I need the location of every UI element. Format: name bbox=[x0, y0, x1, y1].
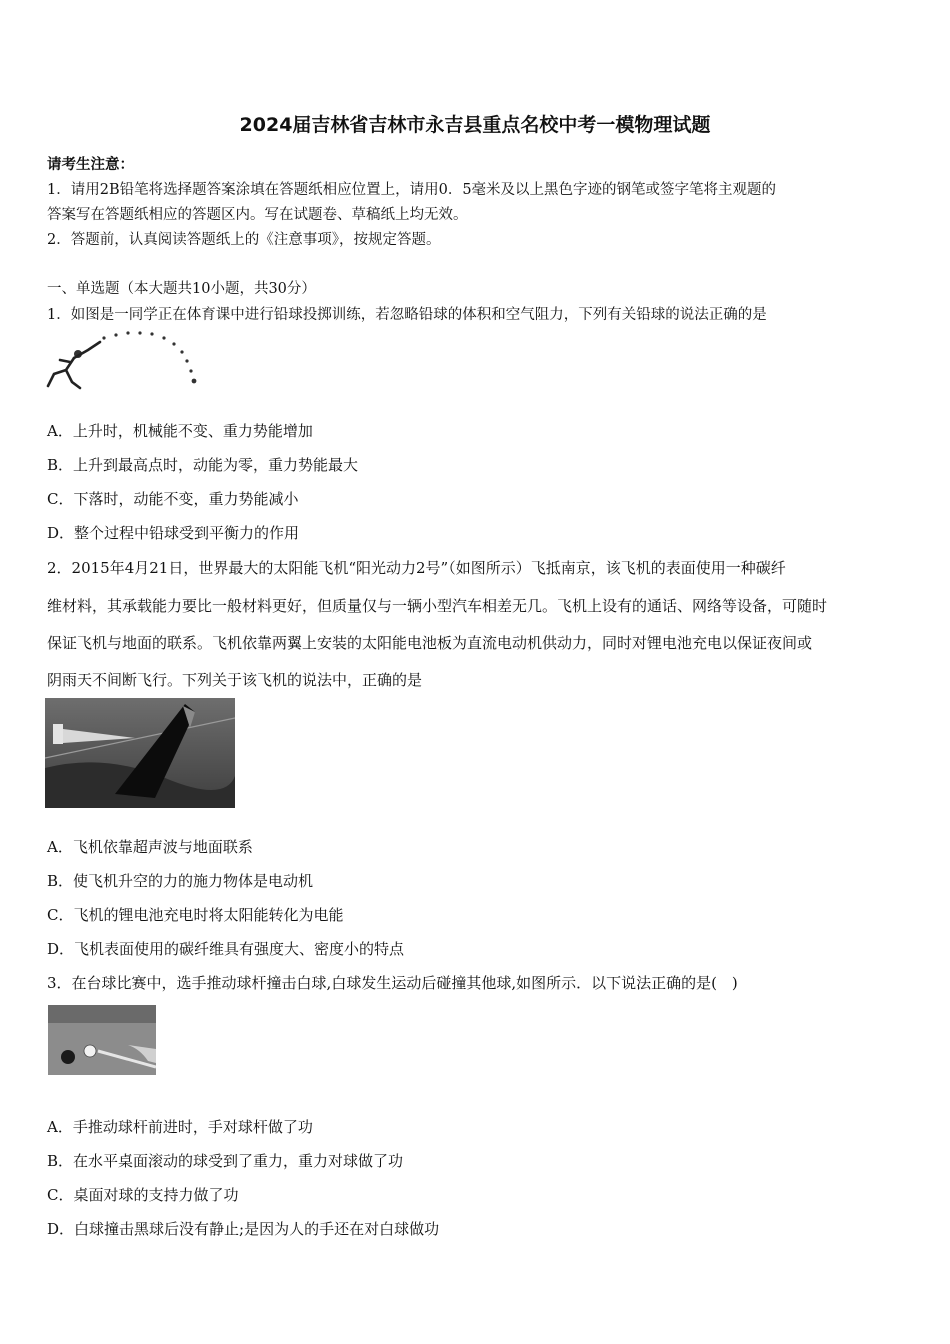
black-ball bbox=[61, 1050, 75, 1064]
question-1-option-d: D．整个过程中铅球受到平衡力的作用 bbox=[47, 524, 300, 542]
athlete-figure bbox=[48, 342, 100, 388]
question-2-option-b: B．使飞机升空的力的施力物体是电动机 bbox=[47, 872, 314, 890]
notice-heading: 请考生注意： bbox=[47, 156, 134, 173]
question-2-stem-line-3: 保证飞机与地面的联系。飞机依靠两翼上安装的太阳能电池板为直流电动机供动力，同时对锂电池充电以保证夜间或 bbox=[47, 634, 813, 652]
shot-put-thrower-image bbox=[44, 328, 204, 394]
billiards-photo bbox=[48, 1005, 156, 1075]
question-3-option-d: D．白球撞击黑球后没有静止;是因为人的手还在对白球做功 bbox=[47, 1220, 440, 1238]
question-3-option-c: C．桌面对球的支持力做了功 bbox=[47, 1186, 239, 1204]
notice-item-2: 2．答题前，认真阅读答题纸上的《注意事项》，按规定答题。 bbox=[47, 232, 441, 248]
question-2-option-d: D．飞机表面使用的碳纤维具有强度大、密度小的特点 bbox=[47, 940, 405, 958]
white-ball bbox=[84, 1045, 96, 1057]
question-3-option-a: A．手推动球杆前进时，手对球杆做了功 bbox=[47, 1118, 313, 1136]
question-1-option-c: C．下落时，动能不变，重力势能减小 bbox=[47, 490, 299, 508]
notice-item-1-line-1: 1．请用2B铅笔将选择题答案涂填在答题纸相应位置上，请用0．5毫米及以上黑色字迹的钢笔或签字笔将主观题的 bbox=[47, 182, 777, 198]
question-2-stem-line-1: 2．2015年4月21日，世界最大的太阳能飞机“阳光动力2号”（如图所示）飞抵南京，该飞机的表面使用一种碳纤 bbox=[47, 559, 786, 577]
question-2-stem-line-4: 阴雨天不间断飞行。下列关于该飞机的说法中，正确的是 bbox=[47, 671, 423, 689]
question-3-stem: 3．在台球比赛中，选手推动球杆撞击白球,白球发生运动后碰撞其他球,如图所示．以下说法正确的是( ) bbox=[47, 974, 738, 992]
solar-airplane-photo bbox=[45, 698, 235, 808]
shot-put-trajectory bbox=[102, 331, 196, 383]
question-1-option-b: B．上升到最高点时，动能为零，重力势能最大 bbox=[47, 456, 359, 474]
question-2-option-a: A．飞机依靠超声波与地面联系 bbox=[47, 838, 253, 856]
question-2-option-c: C．飞机的锂电池充电时将太阳能转化为电能 bbox=[47, 906, 344, 924]
question-1-stem: 1．如图是一同学正在体育课中进行铅球投掷训练，若忽略铅球的体积和空气阻力，下列有关铅球的说法正确的是 bbox=[47, 307, 767, 323]
question-1-option-a: A．上升时，机械能不变、重力势能增加 bbox=[47, 422, 313, 440]
section-heading: 一、单选题（本大题共10小题，共30分） bbox=[47, 281, 316, 297]
question-3-option-b: B．在水平桌面滚动的球受到了重力，重力对球做了功 bbox=[47, 1152, 404, 1170]
question-2-stem-line-2: 维材料，其承载能力要比一般材料更好，但质量仅与一辆小型汽车相差无几。飞机上设有的通话、网络等设备，可随时 bbox=[47, 597, 828, 615]
page-title: 2024届吉林省吉林市永吉县重点名校中考一模物理试题 bbox=[239, 114, 711, 136]
notice-item-1-line-2: 答案写在答题纸相应的答题区内。写在试题卷、草稿纸上均无效。 bbox=[47, 207, 468, 223]
